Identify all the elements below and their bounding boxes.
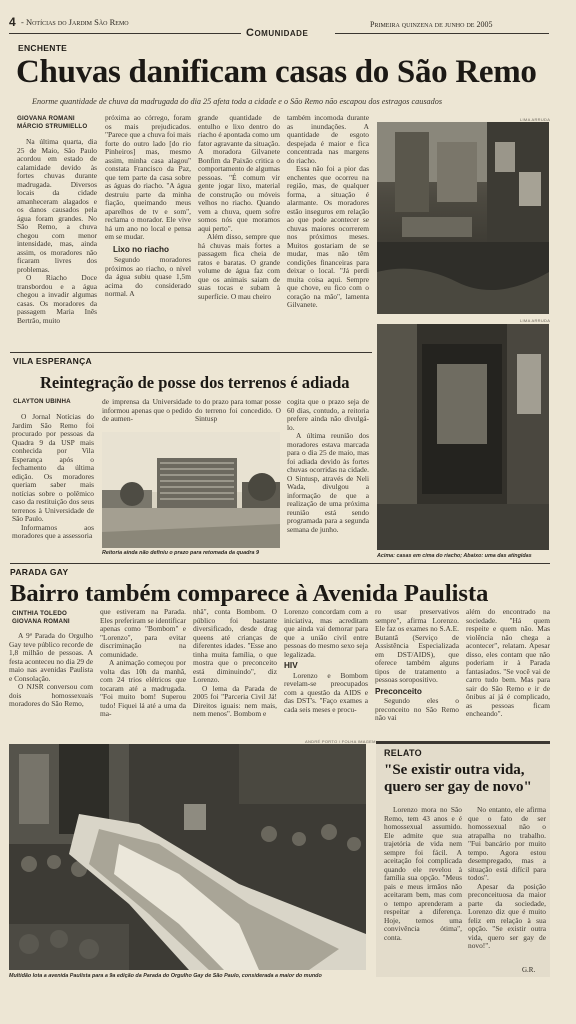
byline-1: GIOVANA ROMANI — [17, 115, 75, 122]
headline-relato: "Se existir outra vida, quero ser gay de novo" — [384, 762, 532, 795]
byline-clayton: CLAYTON UBINHA — [13, 398, 71, 405]
story2-col3: to do prazo para tomar posse do terreno foi concedido. O Sintusp — [195, 398, 281, 423]
kicker-vila-esperanca: VILA ESPERANÇA — [13, 356, 92, 366]
kicker-parada-gay: PARADA GAY — [10, 567, 69, 577]
story3-col6: além do encontrado na sociedade. "Há quem respeite e quem não. Mas violência não chega a acontecer", relatam. Apesar disso, eles contam que não poderiam ir à Parada fantasiados. "Se você vai de carro tudo bem. Mas para sair do São Remo e ir de ônibus aí já é complicado, as pessoas ficam encheando". — [466, 608, 550, 718]
issue-date: Primeira quinzena de junho de 2005 — [370, 20, 493, 29]
story2-col1: O Jornal Notícias do Jardim São Remo foi procurado por pessoas da Quadra 9 da USP mais conhecida por Vila Esperança após o fechamento da última edição. Os moradores queriam saber mais notícias sobre o polêmico caso da restituição dos seus terrenos à Universidade de São Paulo. Informamos aos moradores que a assessoria — [12, 413, 94, 540]
story1-col4: também incomoda durante as inundações. A quantidade de esgoto despejada é maior e fica concentrada nas margens do riacho. Essa não foi a pior das enchentes que ocorreu na região, mas, de qualquer forma, a situação é alarmante. Os moradores estão inseguros em relação ao que pode acontecer se chuvas maiores ocorrerem nos próximos meses. Muitos gostariam de se mudar, mas não têm condições financeiras para deixar o local. "Já perdi muita coisa aqui. Sempre que chove, eu fico com o coração na mão", lamenta Gilvanete. — [287, 114, 369, 309]
subhead-preconceito: Preconceito — [375, 686, 422, 696]
divider-1 — [10, 352, 372, 353]
headline-bairro: Bairro também comparece à Avenida Paulista — [10, 580, 489, 607]
photo-affected-house — [377, 324, 549, 550]
story3-col1: A 9ª Parada do Orgulho Gay teve público recorde de 1,8 milhão de pessoas. A festa aconteceu no dia 29 de maio nas avenidas Paulista e Consolação. O NJSR conversou com dois homossexuais moradores do São Remo, — [9, 632, 93, 708]
story1-col2: próxima ao córrego, foram os mais prejudicados. "Parece que a chuva foi mais forte do outro lado [do rio Pinheiros] mas, mesmo assim, minha casa alagou" constata Francisco da Paz, que tem parte da casa sobre as águas do riacho. "A água destruiu parte da minha fiação, queimando meus aparelhos de tv e som", reclama o morador. Ele vive há um ano no local e pensa em se mudar. Lixo no riacho Segundo moradores próximos ao riacho, o nível da água subiu quase 1,5m acima do considerado normal. A — [105, 114, 191, 298]
header-rule-left — [9, 33, 241, 34]
story4-col1: Lorenzo mora no São Remo, tem 43 anos e é homossexual assumido. Ele admite que sua trajetória de vida nem sempre foi fácil. A aceitação foi complicada quando ele revelou à família sua opção. "Meus pais e meus irmãos não aceitaram bem, mas com o tempo aprenderam a respeitar a diferença. Hoje, temos uma convivência ótima", conta. — [384, 806, 462, 942]
kicker-relato: RELATO — [384, 748, 422, 758]
photo-credit-parade: ANDRÉ PORTO / FOLHA IMAGEM — [305, 739, 376, 744]
subhead-lixo: Lixo no riacho — [113, 244, 169, 254]
photo-houses-over-creek — [377, 122, 549, 314]
relato-signature: G.R. — [522, 966, 536, 974]
story1-col1: Na última quarta, dia 25 de Maio, São Paulo acordou em estado de calamidade devido às fortes chuvas durante madrugada. Diversos locais da cidade amanheceram alagados e os danos causados pela água foram grandes. No São Remo, a chuva chegou com menor intensidade, mas, ainda assim, os moradores não ficaram livres dos problemas. O Riacho Doce transbordou e a água chegou a invadir algumas casas. Os moradores da passagem Maria Inês Bertrão, muito — [17, 138, 97, 325]
header-rule-right — [335, 33, 549, 34]
publication-name: - Notícias do Jardim São Remo — [21, 17, 129, 27]
kicker-enchente: ENCHENTE — [18, 43, 68, 53]
photo-caption-houses: Acima: casas em cima do riacho; Abaixo: uma das atingidas — [377, 553, 532, 559]
story3-col5: ro usar preservativos sempre", afirma Lorenzo. Ele faz os exames no S.A.E. Butantã (Serviço de Assistência Especializada em DST/AIDS), que oferece também alguns tipos de tratamento a pessoas soropositivo. Preconceito Segundo eles o preconceito no São Remo não vai — [375, 608, 459, 722]
photo-parade — [9, 744, 366, 970]
story3-col3: nhã", conta Bombom. O público foi bastante diversificado, desde drag queens até crianças de diferentes idades. "Esse ano tinha muita família, o que mostra que o preconceito está diminuindo", diz Lorenzo. O lema da Parada de 2005 foi "Parceria Civil Já! Direitos iguais: nem mais, nem menos". Bombom e — [193, 608, 277, 718]
photo-caption-reitoria: Reitoria ainda não definiu o prazo para retomada da quadra 9 — [102, 550, 259, 556]
page-number: 4 — [9, 15, 16, 29]
byline-2: MÁRCIO STRUMIELLO — [17, 123, 88, 130]
divider-2 — [10, 563, 550, 564]
photo-caption-parade: Multidão lota a avenida Paulista para a 9a edição da Parada do Orgulho Gay de São Paulo, considerada a maior do mundo — [9, 973, 322, 979]
story3-col4: Lorenzo concordam com a iniciativa, mas acreditam que ainda vai demorar para que a união civil entre pessoas do mesmo sexo seja legalizada. HIV Lorenzo e Bombom revelam-se preocupados com a questão da AIDS e das DST's. "Faço exames a cada seis meses e procu- — [284, 608, 368, 714]
photo-reitoria — [102, 432, 280, 548]
section-title: Comunidade — [246, 27, 309, 39]
photo-credit-top: LIMA ARRUDA — [520, 117, 551, 122]
headline-reintegracao: Reintegração de posse dos terrenos é adiada — [40, 373, 350, 392]
byline-giovana: GIOVANA ROMANI — [12, 618, 70, 625]
story3-col2: que estiveram na Parada. Eles preferiram se identificar apenas como "Bombom" e "Lorenzo", para evitar discriminação na comunidade. A animação começou por volta das 10h da manhã, com 24 trios elétricos que tocaram até a madrugada. "Foi muito bom! Superou tudo! Fiquei lá até a uma da ma- — [100, 608, 186, 718]
byline-cinthia: CINTHIA TOLEDO — [12, 610, 68, 617]
story1-col3: grande quantidade de entulho e lixo dentro do riacho é apontada como um fator agravante da situação. A moradora Gilvanete Bonfim da Paixão critica o comportamento de algumas pessoas. "É comum vir gente jogar lixo, material de construção ou móveis velhos no riacho. Quando vem a chuva, quem sofre somos nós que moramos aqui perto". Além disso, sempre que há chuvas mais fortes a passagem fica cheia de ratos e baratas. O grande volume de água faz com que os animais saiam de suas tocas e subam à superfície. O mau cheiro — [198, 114, 280, 301]
story2-col4: cogita que o prazo seja de 60 dias, contudo, a reitoria prefere ainda não divulgá-lo. A última reunião dos moradores estava marcada para o dia 25 de maio, mas foi adiada devido às fortes chuvas ocorridas na cidade. O Sintusp, através de Neli Wada, divulgou a informação de que a realização de uma próxima reunião está sendo programada para a segunda semana de junho. — [287, 398, 369, 534]
deck-chuvas: Enorme quantidade de chuva da madrugada do dia 25 afeta toda a cidade e o São Remo não escapou dos estragos causados — [32, 97, 443, 106]
story2-col2: de imprensa da Universidade informou apenas que o pedido de aumen- — [102, 398, 192, 423]
subhead-hiv: HIV — [284, 661, 298, 670]
story4-col2: No entanto, ele afirma que o fato de ser homossexual não o atrapalha no trabalho. "Fui bancário por muito tempo. Agora estou desempregado, mas a situação está difícil para todos". Apesar da posição preconceituosa da maior parte da sociedade, Lorenzo diz que é muito feliz em relação à sua opção. "Se existir outra vida, quero ser gay de novo!". — [468, 806, 546, 950]
headline-chuvas: Chuvas danificam casas do São Remo — [16, 54, 537, 90]
photo-credit-bottom: LIMA ARRUDA — [520, 318, 551, 323]
